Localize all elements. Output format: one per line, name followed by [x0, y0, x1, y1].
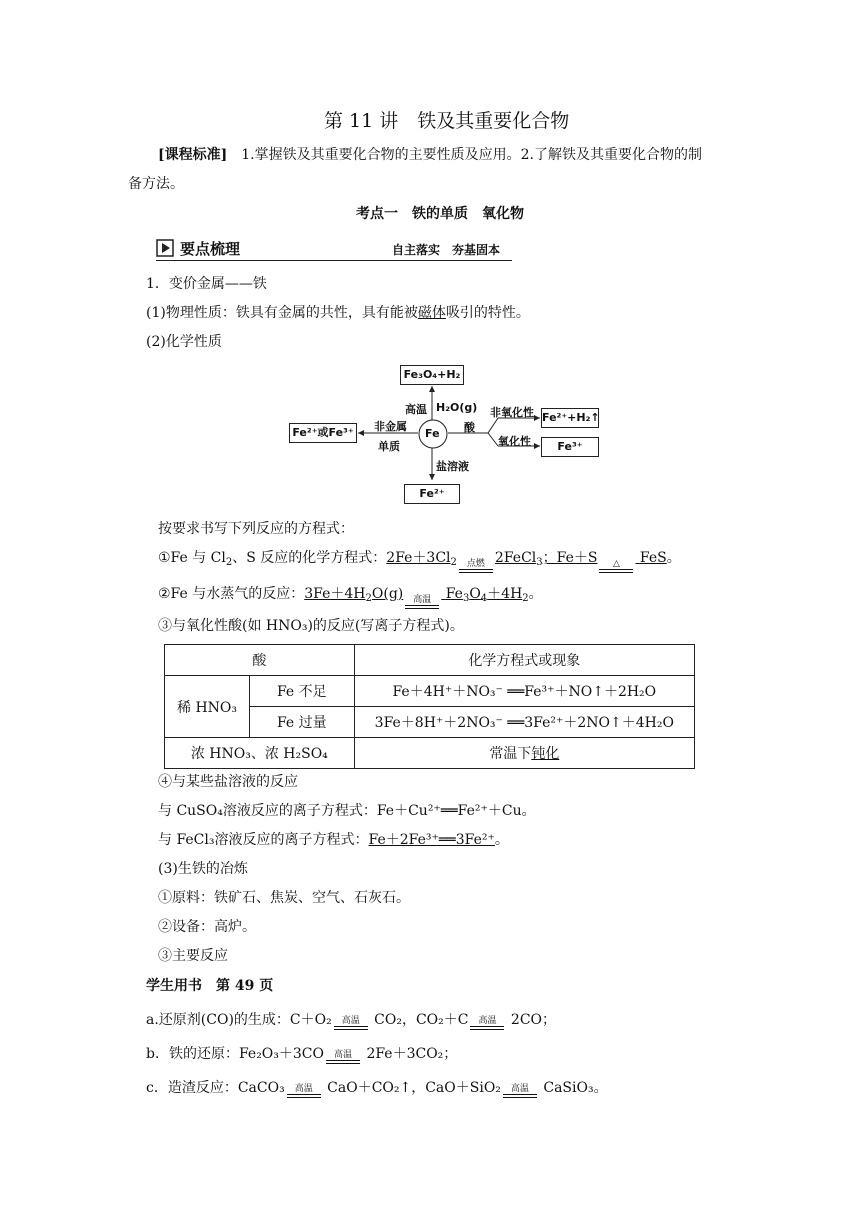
diagram-box-top: Fe₃O₄+H₂	[400, 365, 464, 385]
table-cell-eq1: Fe＋4H⁺＋NO₃⁻ ══Fe³⁺＋NO↑＋2H₂O	[354, 676, 694, 707]
table-header-acid: 酸	[165, 645, 355, 676]
oxidizing-acid-heading: ③与氧化性酸(如 HNO₃)的反应(写离子方程式)。	[158, 618, 464, 634]
table-cell-dilute-hno3: 稀 HNO₃	[165, 676, 250, 738]
pig-iron-heading: (3)生铁的冶炼	[158, 861, 248, 877]
main-reactions-heading: ③主要反应	[158, 948, 228, 964]
banner-title: 要点梳理	[180, 240, 241, 258]
table-header-equation: 化学方程式或现象	[354, 645, 694, 676]
physical-properties: (1)物理性质：铁具有金属的共性，具有能被磁体吸引的特性。	[146, 305, 530, 321]
course-standard-label: [课程标准]	[158, 147, 228, 163]
chemical-properties-heading: (2)化学性质	[146, 334, 222, 350]
equation-fe-cl2-s: ①Fe 与 $Cl_2$、S 反应的化学方程式：$2Fe+3Cl_2$ 点燃 2FeCl$_3$；Fe＋S △ FeS。	[158, 548, 681, 573]
label-h2o: H₂O(g)	[436, 401, 478, 414]
student-book-page: 学生用书 第 49 页	[146, 978, 274, 994]
table-header-row	[165, 645, 695, 676]
table-cell-fe-excess: Fe 过量	[250, 707, 355, 738]
diagram-box-bottom: Fe²⁺	[404, 484, 460, 504]
heading-variable-metal: 1．变价金属——铁	[146, 276, 267, 292]
fecl3-equation: 与 FeCl₃溶液反应的离子方程式：Fe＋2Fe³⁺══3Fe²⁺。	[158, 832, 509, 848]
play-icon	[156, 239, 176, 259]
table-cell-conc-acids: 浓 HNO₃、浓 H₂SO₄	[165, 738, 355, 769]
equation-c: c．造渣反应：CaCO₃ 高温 CaO＋CO₂↑，CaO＋SiO₂ 高温 CaSiO₃。	[146, 1080, 608, 1096]
banner-subtitle: 自主落实 夯基固本	[392, 243, 501, 257]
course-standard-text: 1.掌握铁及其重要化合物的主要性质及应用。2.了解铁及其重要化合物的制	[227, 147, 702, 163]
table-row	[165, 738, 695, 769]
equation-fe-steam: ②Fe 与水蒸气的反应：$3Fe+4H_2O(g)$ 高温 $Fe_3O_4+4H_2$。	[158, 584, 543, 609]
raw-materials: ①原料：铁矿石、焦炭、空气、石灰石。	[158, 890, 410, 906]
section-banner	[156, 238, 512, 261]
diagram-center-fe: Fe	[425, 427, 440, 440]
table-cell-passivation: 常温下钝化	[354, 738, 694, 769]
label-oxidizing: 氧化性	[498, 435, 531, 448]
label-gaowen: 高温	[405, 403, 427, 416]
section-title: 考点一 铁的单质 氧化物	[356, 206, 524, 222]
course-standard-line2: 备方法。	[128, 176, 184, 192]
table-row	[165, 676, 695, 707]
label-acid: 酸	[464, 421, 475, 434]
label-element: 单质	[378, 440, 400, 453]
cuso4-equation: 与 CuSO₄溶液反应的离子方程式：Fe＋Cu²⁺══Fe²⁺＋Cu。	[158, 803, 536, 819]
page-title: 第 11 讲 铁及其重要化合物	[324, 110, 570, 132]
label-nonmetal: 非金属	[374, 420, 407, 433]
instruction: 按要求书写下列反应的方程式：	[158, 521, 354, 537]
equation-a: a.还原剂(CO)的生成：C＋O₂ 高温 CO₂，CO₂＋C 高温 2CO；	[146, 1012, 557, 1028]
salt-solution-heading: ④与某些盐溶液的反应	[158, 774, 298, 790]
reaction-table	[164, 644, 695, 769]
diagram-box-left: Fe²⁺或Fe³⁺	[289, 423, 357, 443]
equation-b: b．铁的还原：Fe₂O₃＋3CO 高温 2Fe＋3CO₂；	[146, 1046, 458, 1062]
equipment: ②设备：高炉。	[158, 919, 256, 935]
table-cell-fe-insufficient: Fe 不足	[250, 676, 355, 707]
table-cell-eq2: 3Fe＋8H⁺＋2NO₃⁻ ══3Fe²⁺＋2NO↑＋4H₂O	[354, 707, 694, 738]
diagram-box-right2: Fe³⁺	[541, 437, 599, 457]
course-standard-line1	[158, 145, 702, 165]
diagram-box-right1: Fe²⁺+H₂↑	[541, 408, 599, 428]
label-non-oxidizing: 非氧化性	[490, 406, 534, 419]
label-salt-solution: 盐溶液	[436, 460, 469, 473]
